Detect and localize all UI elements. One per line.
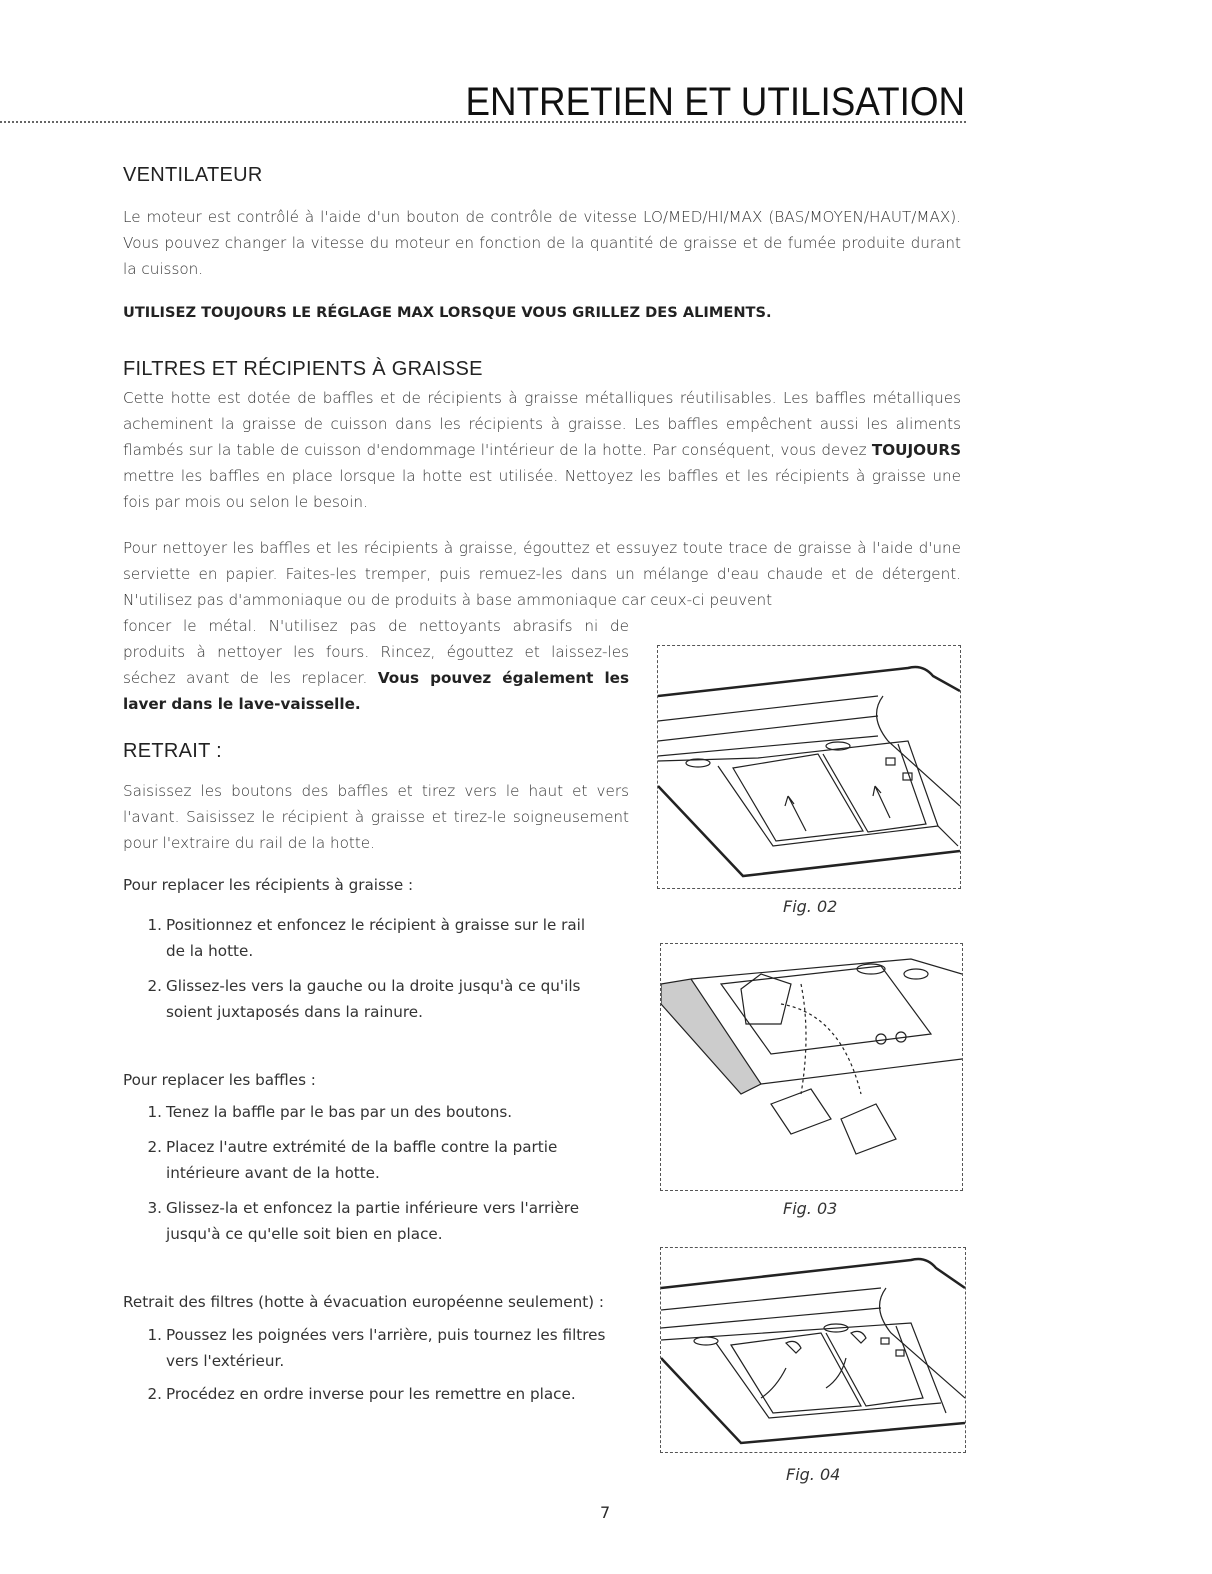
baffles-steps	[140, 1099, 579, 1247]
page-number: 7	[600, 1503, 611, 1522]
filtres-p1-b: mettre les baffles en place lorsque la hotte est utilisée. Nettoyez les baffles et les récipients à graisse une fois par mois ou selon le besoin.	[123, 467, 961, 511]
figure-02-illustration	[657, 645, 961, 889]
heading-retrait: RETRAIT :	[123, 740, 223, 762]
list-item: 1. Poussez les poignées vers l'arrière, puis tournez les filtres vers l'extérieur.	[147, 1326, 606, 1370]
header-divider	[0, 121, 966, 123]
filtres-paragraph-2: Pour nettoyer les baffles et les récipients à graisse, égouttez et essuyez toute trace de graisse à l'aide d'une serviette en papier. Faites-les tremper, puis remuez-les dans un mélange d'eau chaude et de détergent. N'utilisez pas d'ammoniaque ou de produits à base ammoniaque car ceux-ci peuvent	[123, 539, 961, 609]
list-item: 2. Glissez-les vers la gauche ou la droite jusqu'à ce qu'ils soient juxtaposés dans la rainure.	[147, 977, 581, 1021]
list-item: 1. Tenez la baffle par le bas par un des boutons.	[147, 1103, 513, 1121]
filtres-intro: Retrait des filtres (hotte à évacuation européenne seulement) :	[123, 1293, 605, 1311]
filtres-p2-bold: Vous pouvez également les laver dans le lave-vaisselle.	[123, 669, 629, 713]
filtres-paragraph-1	[123, 385, 961, 515]
filtres-p1-bold: TOUJOURS	[871, 441, 962, 459]
list-item: 3. Glissez-la et enfoncez la partie inférieure vers l'arrière jusqu'à ce qu'elle soit bien en place.	[147, 1199, 580, 1243]
recipients-steps	[140, 912, 585, 1025]
page-title: ENTRETIEN ET UTILISATION	[465, 80, 965, 124]
figure-04-caption: Fig. 04	[786, 1465, 841, 1484]
figure-04-illustration	[660, 1247, 966, 1453]
figure-03-caption: Fig. 03	[783, 1199, 838, 1218]
figure-03-illustration	[660, 943, 963, 1191]
filtres-paragraph-2-cont	[123, 613, 629, 717]
figure-02-caption: Fig. 02	[783, 897, 838, 916]
baffles-intro: Pour replacer les baffles :	[123, 1071, 316, 1089]
list-item: 2. Placez l'autre extrémité de la baffle contre la partie intérieure avant de la hotte.	[147, 1138, 558, 1182]
filtres-steps	[140, 1322, 605, 1407]
list-item: 2. Procédez en ordre inverse pour les remettre en place.	[147, 1385, 576, 1403]
heading-ventilateur: VENTILATEUR	[123, 164, 263, 186]
ventilateur-warning: UTILISEZ TOUJOURS LE RÉGLAGE MAX LORSQUE VOUS GRILLEZ DES ALIMENTS.	[123, 304, 772, 321]
ventilateur-paragraph: Le moteur est contrôlé à l'aide d'un bouton de contrôle de vitesse LO/MED/HI/MAX (BAS/MOYEN/HAUT/MAX). Vous pouvez changer la vitesse du moteur en fonction de la quantité de graisse et de fumée produite durant la cuisson.	[123, 208, 961, 278]
recipients-intro: Pour replacer les récipients à graisse :	[123, 876, 414, 894]
retrait-paragraph: Saisissez les boutons des baffles et tirez vers le haut et vers l'avant. Saisissez le récipient à graisse et tirez-le soigneusement pour l'extraire du rail de la hotte.	[123, 782, 629, 852]
filtres-p2-narrow: foncer le métal. N'utilisez pas de nettoyants abrasifs ni de produits à nettoyer les fours. Rincez, égouttez et laissez-les séchez avant de les replacer.	[123, 617, 629, 687]
filtres-p1-a: Cette hotte est dotée de baffles et de récipients à graisse métalliques réutilisables. Les baffles métalliques acheminent la graisse de cuisson dans les récipients à graisse. Les baffles empêchent aussi les aliments flambés sur la table de cuisson d'endommage l'intérieur de la hotte. Par conséquent, vous devez	[123, 389, 961, 459]
heading-filtres: FILTRES ET RÉCIPIENTS À GRAISSE	[123, 358, 483, 380]
list-item: 1. Positionnez et enfoncez le récipient à graisse sur le rail de la hotte.	[147, 916, 586, 960]
